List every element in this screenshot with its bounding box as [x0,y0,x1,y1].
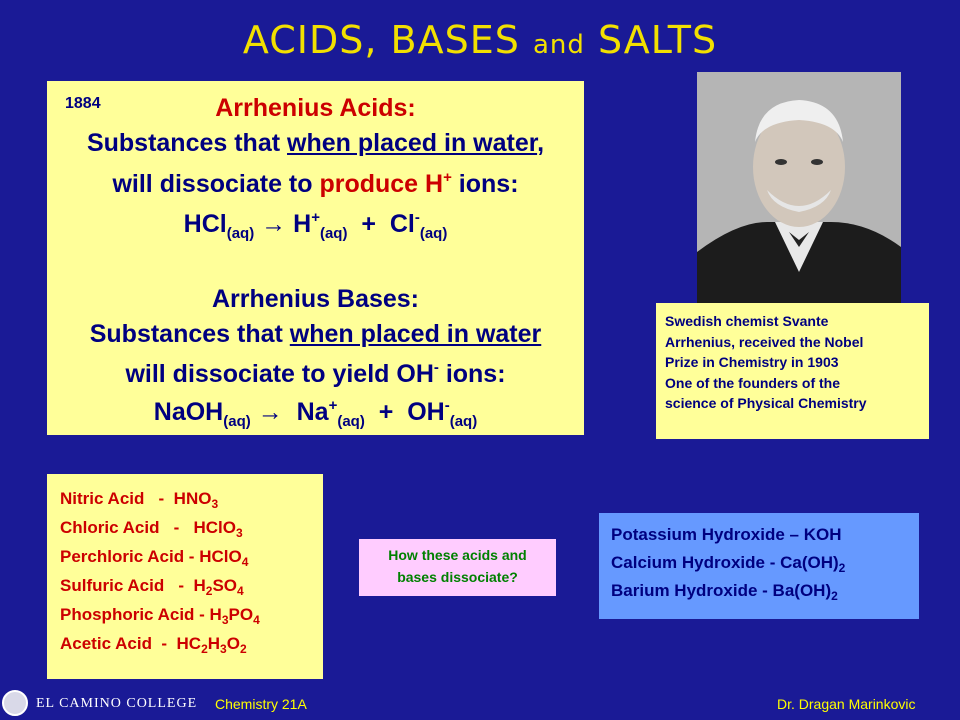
caption-line: Prize in Chemistry in 1903 [665,354,839,370]
acids-list-box [47,474,323,679]
portrait-drawing [697,72,901,304]
acid-item-formula-part: 4 [253,613,260,627]
bases-definition-line2 [47,359,584,389]
acid-item-formula-part: 3 [221,613,229,627]
eq-aq: (aq) [449,413,478,430]
caption-line: science of Physical Chemistry [665,395,867,411]
base-item-name: Barium Hydroxide - [611,581,773,600]
title-main: ACIDS, BASES [242,18,520,62]
year-label: 1884 [65,95,101,112]
acid-item [60,571,323,600]
acids-definition-line2 [47,169,584,199]
acid-equation [47,209,584,242]
bases-heading: Arrhenius Bases: [211,285,420,313]
base-item-name: Calcium Hydroxide - [611,553,781,572]
caption-line: One of the founders of the [665,374,840,391]
acid-item-name: Sulfuric Acid - [60,576,194,595]
acid-item-name: Nitric Acid - [60,489,174,508]
footer [0,688,960,720]
course-label: Chemistry 21A [215,696,307,712]
eq-naoh: NaOH [153,398,224,426]
acid-item-formula-part: H [207,634,221,653]
base-item [611,521,919,549]
bases-def-yield: yield OH [332,360,434,388]
eq-aq: (aq) [319,225,348,242]
acid-item-formula-part: 4 [241,555,249,569]
acid-item-name: Acetic Acid - [60,634,177,653]
base-item-formula-part: Ca(OH) [780,553,839,572]
eq-aq: (aq) [337,413,365,430]
caption-line: Arrhenius, received the Nobel [665,333,864,350]
question-line2: bases dissociate? [397,569,518,585]
arrhenius-definitions-box [47,81,584,435]
acid-item [60,629,323,658]
acid-item-formula-part: 3 [236,526,243,540]
acids-def-underlined: when placed in water [287,129,538,157]
college-seal-icon [2,690,28,716]
acid-item-name: Perchloric Acid - [60,547,200,566]
eq-cl-charge: - [414,209,420,226]
acids-def-sup: + [443,169,452,186]
title-and: and [532,30,585,60]
acid-item [60,484,323,513]
acid-item-formula-part: 3 [220,642,227,656]
acid-item-name: Phosphoric Acid - [60,605,210,624]
base-item-formula-part: 2 [838,561,846,575]
base-equation [47,397,584,430]
eq-oh: OH [407,398,445,426]
bases-def-underlined: when placed in water [289,320,542,348]
acid-item-formula-part: PO [228,605,254,624]
base-item-name: Potassium Hydroxide – KOH [611,525,842,544]
acid-item-formula-part: H [209,605,222,624]
acid-item-formula-part: O [226,634,240,653]
acid-item-formula-part: HC [176,634,202,653]
eq-aq: (aq) [223,413,251,430]
eq-na: Na [296,398,329,426]
acid-item-formula-part: HClO [193,518,236,537]
acid-item-formula-part: 2 [205,584,213,598]
eq-h: H [293,210,312,238]
acids-def-text: Substances that [86,129,288,157]
acid-item [60,600,323,629]
college-logo [0,688,198,720]
base-item [611,549,919,577]
acids-def-text2: will dissociate to [112,170,320,198]
acid-item-formula-part: HNO [173,489,212,508]
eq-h-charge: + [311,209,320,226]
acid-item-formula-part: 2 [201,642,208,656]
eq-arrow: → [254,210,294,238]
acids-def-produce: produce H [319,170,444,198]
eq-na-charge: + [328,397,338,414]
base-item [611,577,919,605]
base-item-formula-part: Ba(OH) [772,581,832,600]
eq-aq: (aq) [226,225,255,242]
acids-def-ions: ions: [451,170,519,198]
bases-def-text: Substances that [89,320,290,348]
acid-item-formula-part: HClO [199,547,242,566]
eq-oh-charge: - [444,397,450,414]
acids-heading: Arrhenius Acids: [215,94,416,122]
slide-title [0,18,960,62]
bases-def-sup: - [433,359,439,376]
acid-item-formula-part: H [193,576,206,595]
bases-list-box [599,513,919,619]
acid-item-formula-part: 4 [237,584,244,598]
title-tail: SALTS [597,18,718,62]
acid-item [60,542,323,571]
bases-def-ions: ions: [438,360,506,388]
acid-item-formula-part: SO [212,576,238,595]
eq-cl: Cl [389,210,415,238]
author-label: Dr. Dragan Marinkovic [777,696,916,712]
acid-item-formula-part: 3 [211,497,219,511]
eq-aq: (aq) [419,225,448,242]
caption-line: Swedish chemist Svante [665,313,829,329]
bases-definition-line1 [47,319,584,349]
question-line1: How these acids and [388,547,527,563]
acid-item-name: Chloric Acid - [60,518,194,537]
base-item-formula-part: 2 [831,589,838,603]
bases-def-text2: will dissociate to [125,360,333,388]
eq-plus: + [347,210,390,238]
eq-plus: + [364,398,408,426]
acids-definition-line1 [47,128,584,158]
college-name: EL CAMINO COLLEGE [36,696,198,711]
acids-def-comma: , [537,129,545,157]
acid-item-formula-part: 2 [239,642,247,656]
arrhenius-portrait [697,72,901,304]
acid-item [60,513,323,542]
eq-hcl: HCl [183,210,227,238]
eq-arrow: → [250,398,297,426]
question-box [359,539,556,596]
portrait-caption [656,303,929,439]
